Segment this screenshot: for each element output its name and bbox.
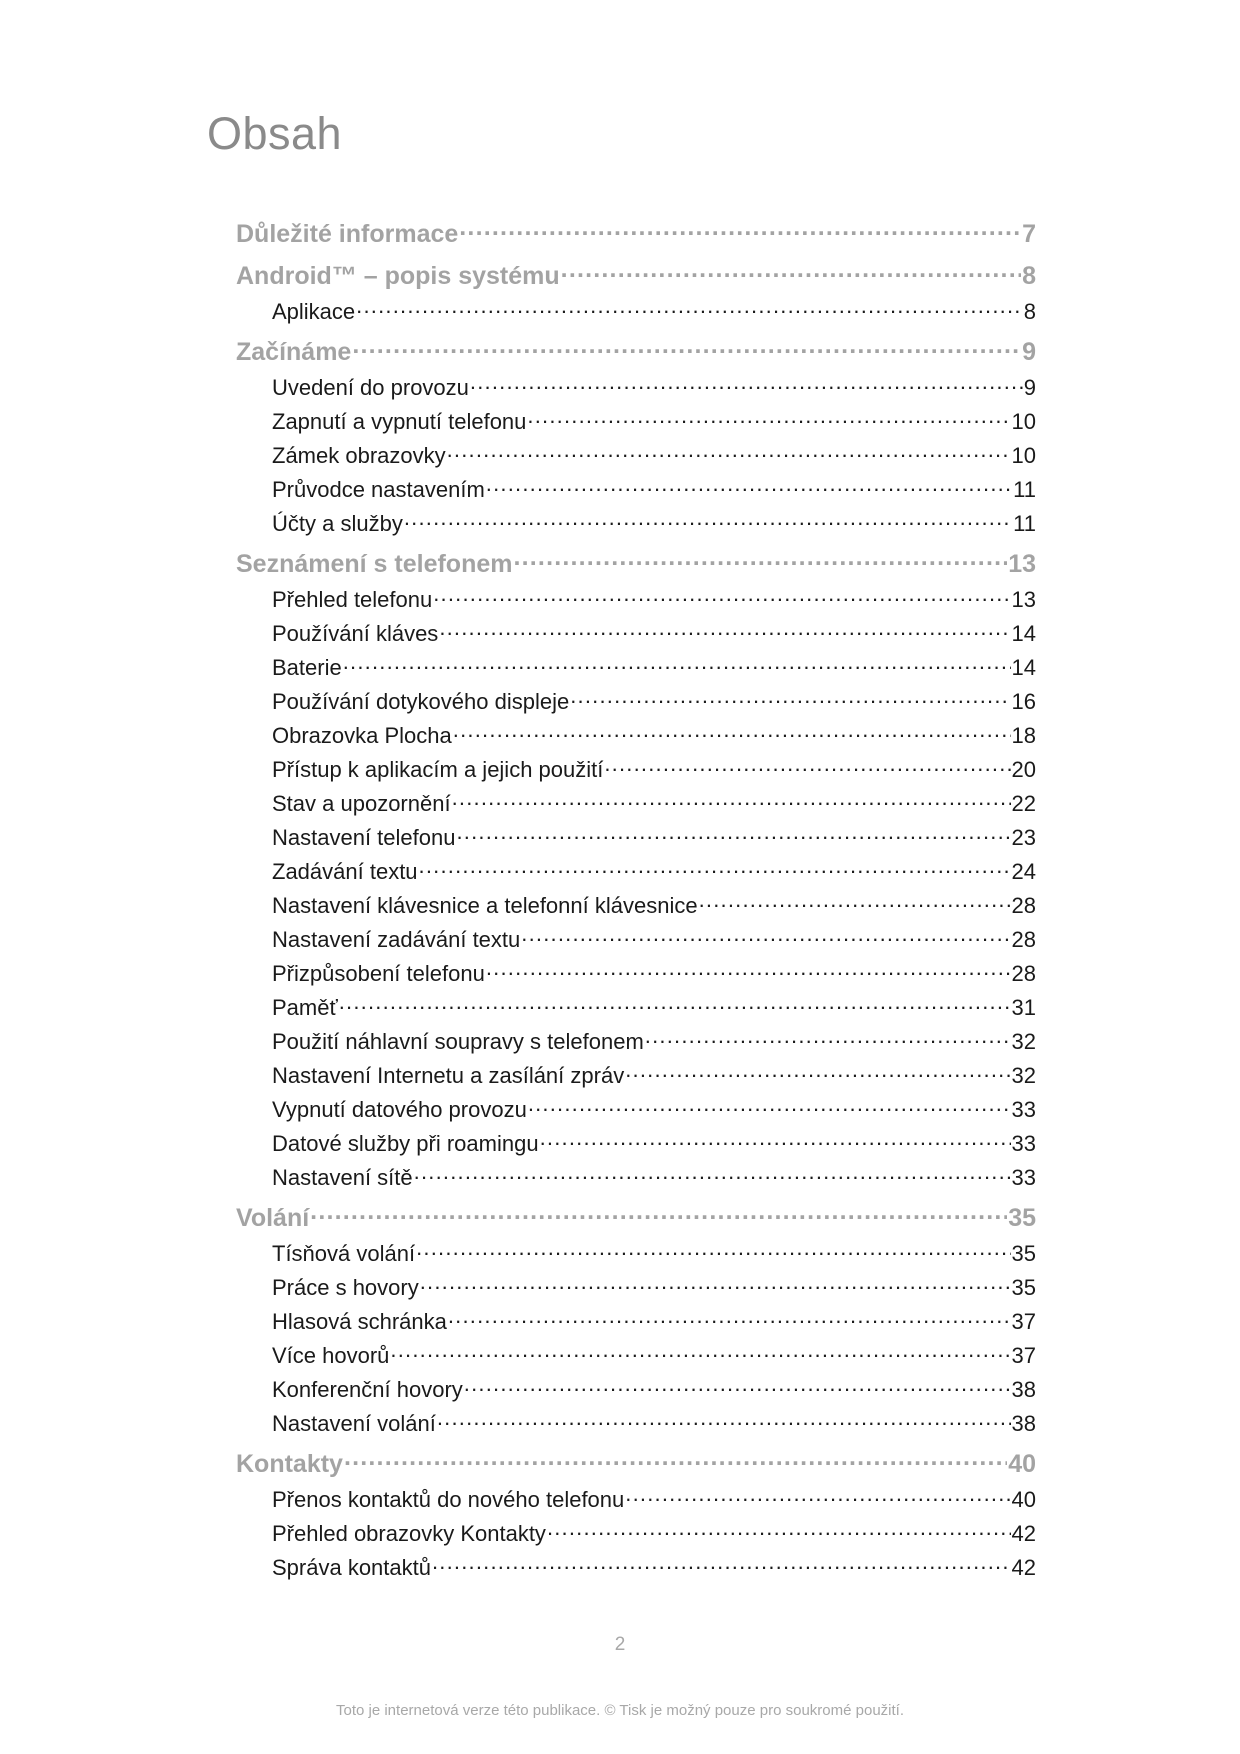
toc-entry-label: Zapnutí a vypnutí telefonu bbox=[272, 409, 527, 434]
toc-entry-label: Více hovorů bbox=[272, 1343, 390, 1368]
toc-entry-label: Hlasová schránka bbox=[272, 1309, 447, 1334]
toc-entry-label: Začínáme bbox=[236, 338, 352, 366]
toc-entry-page: 11 bbox=[1013, 511, 1036, 536]
toc-entry-page: 40 bbox=[1008, 1450, 1036, 1478]
toc-chapter-entry[interactable] bbox=[236, 259, 1036, 297]
dot-leader bbox=[419, 857, 1011, 879]
toc-entry-label: Nastavení klávesnice a telefonní klávesnice bbox=[272, 893, 698, 918]
footer-note: Toto je internetová verze této publikace. © Tisk je možný pouze pro soukromé použití. bbox=[335, 1702, 904, 1719]
toc-entry-page: 38 bbox=[1011, 1411, 1036, 1436]
toc-entry-label: Uvedení do provozu bbox=[272, 375, 469, 400]
toc-entry-page: 20 bbox=[1011, 757, 1036, 782]
toc-entry-page: 40 bbox=[1011, 1487, 1036, 1512]
toc-entry-page: 31 bbox=[1011, 995, 1036, 1020]
toc-entry-label: Baterie bbox=[272, 655, 342, 680]
dot-leader bbox=[540, 1129, 1011, 1151]
toc-entry-label: Aplikace bbox=[272, 299, 356, 324]
dot-leader bbox=[310, 1201, 1007, 1226]
toc-entry-label: Přizpůsobení telefonu bbox=[272, 961, 485, 986]
toc-entry-page: 11 bbox=[1013, 477, 1036, 502]
toc-entry-page: 37 bbox=[1011, 1309, 1036, 1334]
toc-section-entry[interactable] bbox=[236, 475, 1036, 509]
toc-section-entry[interactable] bbox=[236, 891, 1036, 925]
toc-entry-label: Nastavení Internetu a zasílání zpráv bbox=[272, 1063, 625, 1088]
toc-entry-label: Stav a upozornění bbox=[272, 791, 451, 816]
toc-entry-label: Seznámení s telefonem bbox=[236, 550, 513, 578]
toc-entry-label: Vypnutí datového provozu bbox=[272, 1097, 527, 1122]
toc-entry-page: 9 bbox=[1022, 338, 1036, 366]
toc-entry-label: Účty a služby bbox=[272, 511, 403, 536]
toc-entry-page: 35 bbox=[1008, 1204, 1036, 1232]
dot-leader bbox=[437, 1409, 1011, 1431]
toc-section-entry[interactable] bbox=[236, 993, 1036, 1027]
dot-leader bbox=[521, 925, 1010, 947]
toc-entry-page: 14 bbox=[1011, 621, 1036, 646]
dot-leader bbox=[464, 1375, 1011, 1397]
dot-leader bbox=[448, 1307, 1011, 1329]
toc-section-entry[interactable] bbox=[236, 1519, 1036, 1553]
page-number: 2 bbox=[614, 1634, 626, 1655]
toc-entry-page: 33 bbox=[1011, 1131, 1036, 1156]
toc-entry-page: 13 bbox=[1011, 587, 1036, 612]
toc-entry-page: 35 bbox=[1011, 1275, 1036, 1300]
toc-entry-label: Paměť bbox=[272, 995, 338, 1020]
dot-leader bbox=[433, 585, 1010, 607]
dot-leader bbox=[344, 1447, 1007, 1472]
toc-section-entry[interactable] bbox=[236, 789, 1036, 823]
toc-section-entry[interactable] bbox=[236, 509, 1036, 543]
toc-section-entry[interactable] bbox=[236, 1061, 1036, 1095]
toc-section-entry[interactable] bbox=[236, 1129, 1036, 1163]
toc-entry-label: Práce s hovory bbox=[272, 1275, 419, 1300]
toc-entry-page: 37 bbox=[1011, 1343, 1036, 1368]
toc-entry-label: Nastavení sítě bbox=[272, 1165, 413, 1190]
toc-entry-page: 8 bbox=[1022, 262, 1036, 290]
toc-section-entry[interactable] bbox=[236, 1307, 1036, 1341]
toc-section-entry[interactable] bbox=[236, 925, 1036, 959]
toc-section-entry[interactable] bbox=[236, 1163, 1036, 1197]
dot-leader bbox=[447, 441, 1011, 463]
toc-section-entry[interactable] bbox=[236, 1341, 1036, 1375]
toc-entry-page: 9 bbox=[1023, 375, 1036, 400]
dot-leader bbox=[352, 335, 1021, 360]
toc-chapter-entry[interactable] bbox=[236, 1201, 1036, 1239]
toc-entry-label: Používání kláves bbox=[272, 621, 439, 646]
dot-leader bbox=[390, 1341, 1010, 1363]
toc-section-entry[interactable] bbox=[236, 441, 1036, 475]
dot-leader bbox=[404, 509, 1012, 531]
page-title: Obsah bbox=[207, 108, 343, 159]
toc-entry-page: 32 bbox=[1011, 1063, 1036, 1088]
dot-leader bbox=[420, 1273, 1011, 1295]
toc-entry-label: Používání dotykového displeje bbox=[272, 689, 570, 714]
toc-entry-page: 28 bbox=[1011, 927, 1036, 952]
dot-leader bbox=[528, 1095, 1011, 1117]
dot-leader bbox=[356, 297, 1023, 319]
toc-section-entry[interactable] bbox=[236, 857, 1036, 891]
toc-section-entry[interactable] bbox=[236, 687, 1036, 721]
toc-entry-label: Konferenční hovory bbox=[272, 1377, 463, 1402]
toc-entry-page: 28 bbox=[1011, 961, 1036, 986]
toc-entry-label: Datové služby při roamingu bbox=[272, 1131, 539, 1156]
toc-entry-page: 10 bbox=[1011, 443, 1036, 468]
toc-section-entry[interactable] bbox=[236, 959, 1036, 993]
toc-entry-label: Nastavení zadávání textu bbox=[272, 927, 521, 952]
toc-entry-page: 23 bbox=[1011, 825, 1036, 850]
toc-section-entry[interactable] bbox=[236, 1375, 1036, 1409]
dot-leader bbox=[486, 959, 1011, 981]
toc-entry-page: 13 bbox=[1008, 550, 1036, 578]
toc-entry-label: Nastavení telefonu bbox=[272, 825, 456, 850]
dot-leader bbox=[339, 993, 1011, 1015]
toc-entry-label: Obrazovka Plocha bbox=[272, 723, 452, 748]
toc-entry-page: 22 bbox=[1011, 791, 1036, 816]
toc-entry-label: Důležité informace bbox=[236, 220, 459, 248]
toc-section-entry[interactable] bbox=[236, 1239, 1036, 1273]
dot-leader bbox=[343, 653, 1011, 675]
toc-entry-label: Kontakty bbox=[236, 1450, 343, 1478]
toc-entry-label: Android™ – popis systému bbox=[236, 262, 560, 290]
dot-leader bbox=[486, 475, 1012, 497]
dot-leader bbox=[625, 1061, 1010, 1083]
toc-section-entry[interactable] bbox=[236, 297, 1036, 331]
table-of-contents bbox=[236, 217, 1036, 1587]
toc-entry-label: Tísňová volání bbox=[272, 1241, 416, 1266]
toc-entry-label: Přehled telefonu bbox=[272, 587, 433, 612]
toc-section-entry[interactable] bbox=[236, 1027, 1036, 1061]
toc-entry-page: 7 bbox=[1022, 220, 1036, 248]
toc-entry-page: 42 bbox=[1011, 1555, 1036, 1580]
dot-leader bbox=[459, 217, 1021, 242]
dot-leader bbox=[470, 373, 1023, 395]
dot-leader bbox=[561, 259, 1021, 284]
toc-entry-label: Zadávání textu bbox=[272, 859, 418, 884]
toc-entry-label: Přehled obrazovky Kontakty bbox=[272, 1521, 546, 1546]
dot-leader bbox=[456, 823, 1010, 845]
toc-entry-label: Průvodce nastavením bbox=[272, 477, 485, 502]
toc-chapter-entry[interactable] bbox=[236, 547, 1036, 585]
toc-section-entry[interactable] bbox=[236, 1095, 1036, 1129]
toc-entry-page: 42 bbox=[1011, 1521, 1036, 1546]
toc-chapter-entry[interactable] bbox=[236, 335, 1036, 373]
dot-leader bbox=[527, 407, 1010, 429]
dot-leader bbox=[439, 619, 1010, 641]
dot-leader bbox=[604, 755, 1010, 777]
toc-section-entry[interactable] bbox=[236, 1409, 1036, 1443]
dot-leader bbox=[513, 547, 1007, 572]
toc-entry-label: Použití náhlavní soupravy s telefonem bbox=[272, 1029, 644, 1054]
toc-section-entry[interactable] bbox=[236, 585, 1036, 619]
toc-section-entry[interactable] bbox=[236, 619, 1036, 653]
dot-leader bbox=[570, 687, 1010, 709]
toc-section-entry[interactable] bbox=[236, 1485, 1036, 1519]
toc-entry-page: 38 bbox=[1011, 1377, 1036, 1402]
toc-entry-page: 8 bbox=[1023, 299, 1036, 324]
toc-entry-label: Přístup k aplikacím a jejich použití bbox=[272, 757, 604, 782]
toc-section-entry[interactable] bbox=[236, 1273, 1036, 1307]
toc-entry-page: 16 bbox=[1011, 689, 1036, 714]
toc-entry-page: 33 bbox=[1011, 1097, 1036, 1122]
dot-leader bbox=[645, 1027, 1011, 1049]
dot-leader bbox=[699, 891, 1011, 913]
toc-entry-label: Zámek obrazovky bbox=[272, 443, 446, 468]
toc-entry-page: 32 bbox=[1011, 1029, 1036, 1054]
toc-section-entry[interactable] bbox=[236, 755, 1036, 789]
toc-entry-label: Správa kontaktů bbox=[272, 1555, 431, 1580]
dot-leader bbox=[416, 1239, 1010, 1261]
dot-leader bbox=[547, 1519, 1011, 1541]
toc-entry-label: Volání bbox=[236, 1204, 310, 1232]
dot-leader bbox=[625, 1485, 1010, 1507]
toc-section-entry[interactable] bbox=[236, 1553, 1036, 1587]
dot-leader bbox=[452, 789, 1011, 811]
toc-section-entry[interactable] bbox=[236, 653, 1036, 687]
toc-entry-page: 10 bbox=[1011, 409, 1036, 434]
toc-entry-page: 28 bbox=[1011, 893, 1036, 918]
toc-entry-page: 14 bbox=[1011, 655, 1036, 680]
toc-section-entry[interactable] bbox=[236, 823, 1036, 857]
toc-chapter-entry[interactable] bbox=[236, 217, 1036, 255]
toc-chapter-entry[interactable] bbox=[236, 1447, 1036, 1485]
toc-section-entry[interactable] bbox=[236, 721, 1036, 755]
toc-entry-label: Nastavení volání bbox=[272, 1411, 436, 1436]
dot-leader bbox=[453, 721, 1011, 743]
toc-entry-page: 35 bbox=[1011, 1241, 1036, 1266]
dot-leader bbox=[414, 1163, 1011, 1185]
toc-entry-label: Přenos kontaktů do nového telefonu bbox=[272, 1487, 625, 1512]
toc-entry-page: 33 bbox=[1011, 1165, 1036, 1190]
toc-entry-page: 24 bbox=[1011, 859, 1036, 884]
toc-section-entry[interactable] bbox=[236, 407, 1036, 441]
dot-leader bbox=[432, 1553, 1011, 1575]
toc-entry-page: 18 bbox=[1011, 723, 1036, 748]
toc-section-entry[interactable] bbox=[236, 373, 1036, 407]
